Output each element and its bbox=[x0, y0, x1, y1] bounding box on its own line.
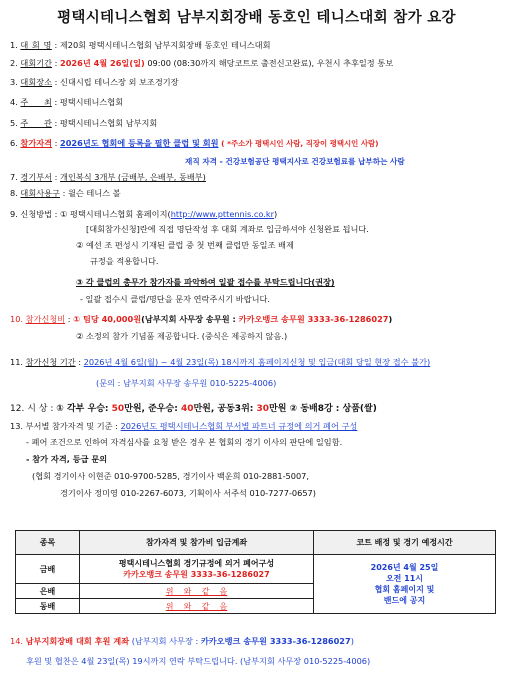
rules-line2: - 폐어 조건으로 인하여 자격심사를 요청 받은 경우 본 협회의 경기 이사의 판단에 일임함. bbox=[26, 437, 343, 447]
rules-line4: (협회 경기이사 이현준 010-9700-5285, 경기이사 백운희 010-2881-5007, bbox=[32, 471, 309, 481]
item-fee: 10. 참가신청비 : ① 팀당 40,000원(남부지회 사무장 송무원 : 카카오뱅크 송무원 3333-36-1286027) bbox=[10, 314, 393, 324]
table-header-row bbox=[16, 531, 496, 555]
division-table bbox=[15, 530, 496, 614]
item-event: 7. 경기부서 : 개인복식 3개부 (금배부, 은배부, 동배부) bbox=[10, 172, 206, 182]
item-date: 2. 대회기간 : 2026년 4월 26일(일) 09:00 (08:30까지 해당코트로 출전신고완료), 우천시 추후일정 통보 bbox=[10, 58, 394, 68]
item-organizer: 5. 주 관 : 평택시테니스협회 남부지회 bbox=[10, 118, 158, 128]
homepage-link[interactable]: http://www.pttennis.co.kr bbox=[170, 209, 274, 219]
item-award: 12. 시 상 : ① 각부 우승: 50만원, 준우승: 40만원, 공동3위: 30만원 ② 동배8강 : 상품(쌀) bbox=[10, 404, 377, 414]
deadline-contact: (문의 : 남부지회 사무장 송무원 010-5225-4006) bbox=[96, 378, 277, 388]
apply-line6: - 일괄 접수시 클럽/명단을 문자 연락주시기 바랍니다. bbox=[80, 294, 271, 304]
page-title: 평택시테니스협회 남부지회장배 동호인 테니스대회 참가 요강 bbox=[57, 10, 456, 26]
division-cell: 은배 bbox=[16, 584, 80, 599]
item-rules: 13. 부서별 참가자격 및 기준 : 2026년도 평택시테니스협회 부서별 파트너 규정에 의거 폐어 구성 bbox=[10, 421, 358, 431]
item-ball: 8. 대회사용구 : 윌슨 테니스 볼 bbox=[10, 188, 121, 198]
apply-line3: ② 예선 조 편성시 기재된 클럽 중 첫 번째 클럽만 동일조 배제 bbox=[76, 240, 294, 250]
eligibility-note: 재직 자격 - 건강보험공단 평택지사로 건강보험료를 납부하는 사람 bbox=[185, 157, 405, 166]
division-cell: 금배 bbox=[16, 555, 80, 584]
item-sponsor: 14. 남부지회장배 대회 후원 계좌 (남부지회 사무장 : 카카오뱅크 송무원 3333-36-1286027) bbox=[10, 636, 354, 646]
item-host: 4. 주 최 : 평택시테니스협회 bbox=[10, 97, 124, 107]
item-deadline: 11. 참가신청 기간 : 2026년 4월 6일(월) ~ 4월 23일(목) 18시까지 홈페이지신청 및 입금(대회 당일 현장 접수 불가) bbox=[10, 357, 431, 367]
rules-line3: - 참가 자격, 등급 문의 bbox=[26, 454, 108, 464]
header-account: 참가자격 및 참가비 입금계좌 bbox=[80, 531, 314, 555]
account-cell: 평택시테니스협회 경기규정에 의거 폐어구성 카카오뱅크 송무원 3333-36-1286027 bbox=[80, 555, 314, 584]
apply-line2: [대회참가신청]란에 직접 명단작성 후 대회 계좌로 입금하셔야 신청완료 됩니다. bbox=[86, 224, 369, 234]
rules-line5: 경기이사 정미영 010-2267-6073, 기획이사 서주석 010-7277-0657) bbox=[60, 488, 316, 498]
apply-line4: 규정을 적용합니다. bbox=[90, 256, 159, 266]
table-row bbox=[16, 555, 496, 584]
account-cell: 위 와 같 음 bbox=[80, 584, 314, 599]
item-venue: 3. 대회장소 : 신대시립 테니스장 외 보조경기장 bbox=[10, 77, 179, 87]
header-division: 종목 bbox=[16, 531, 80, 555]
fee-line2: ② 소정의 참가 기념품 제공합니다. (중식은 제공하지 않음.) bbox=[76, 331, 288, 341]
header-schedule: 코트 배정 및 경기 예정시간 bbox=[314, 531, 496, 555]
schedule-cell: 2026년 4월 25일 오전 11시 협회 홈페이지 및 밴드에 공지 bbox=[314, 555, 496, 614]
account-cell: 위 와 같 음 bbox=[80, 599, 314, 614]
division-cell: 동배 bbox=[16, 599, 80, 614]
sponsor-line2: 후원 및 협찬은 4월 23일(목) 19시까지 연락 부탁드립니다. (남부지회 사무장 010-5225-4006) bbox=[26, 656, 371, 666]
apply-line5: ③ 각 클럽의 총무가 참가자를 파악하여 일괄 접수를 부탁드립니다(권장) bbox=[76, 277, 335, 287]
item-eligibility: 6. 참가자격 : 2026년도 협회에 등록을 필한 클럽 및 회원 ( *주소가 평택시인 사람, 직장이 평택시인 사람) bbox=[10, 138, 379, 148]
item-apply: 9. 신청방법 : ① 평택시테니스협회 홈페이지(http://www.pttennis.co.kr) bbox=[10, 209, 278, 219]
item-name: 1. 대 회 명 : 제20회 평택시테니스협회 남부지회장배 동호인 테니스대회 bbox=[10, 40, 271, 50]
